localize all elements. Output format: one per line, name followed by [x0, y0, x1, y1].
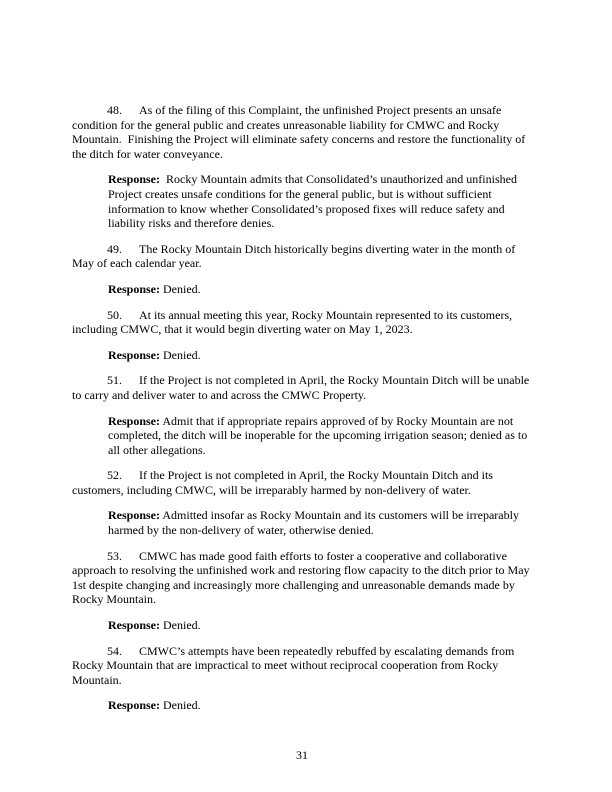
document-body — [72, 103, 540, 724]
response-paragraph-49 — [108, 282, 540, 297]
paragraph-text: The Rocky Mountain Ditch historically begins diverting water in the month of May of each calendar year. — [72, 241, 519, 271]
paragraph-text: At its annual meeting this year, Rocky Mountain represented to its customers, including CMWC, that it would begin diverting water on May 1, 2023. — [72, 307, 516, 337]
paragraph-text: CMWC has made good faith efforts to foster a cooperative and collaborative approach to resolving the unfinished work and restoring flow capacity to the ditch prior to May 1st despite changing and increasingly more challenging and unreasonable demands made by Rocky Mountain. — [72, 548, 533, 607]
response-paragraph-52 — [108, 508, 540, 537]
allegation-paragraph-48 — [72, 103, 540, 161]
paragraph-text: If the Project is not completed in April, the Rocky Mountain Ditch will be unable to carry and deliver water to and across the CMWC Property. — [72, 373, 533, 402]
response-text: Denied. — [160, 347, 201, 362]
paragraph-number: 49. — [107, 241, 122, 256]
response-text: Rocky Mountain admits that Consolidated’s unauthorized and unfinished Project creates unsafe conditions for the general public, but is without sufficient information to know whether Consolidated’s proposed fixes will reduce safety and liability risks and therefore denies. — [108, 172, 520, 231]
paragraph-text: As of the filing of this Complaint, the unfinished Project presents an unsafe condition for the general public and creates unreasonable liability for CMWC and Rocky Mountain. Finishing the Project will eliminate safety concerns and restore the functionality of the ditch for water conveyance. — [72, 103, 529, 161]
response-label: Response: — [108, 281, 161, 296]
paragraph-text: CMWC’s attempts have been repeatedly rebuffed by escalating demands from Rocky Mountain that are impractical to meet without reciprocal cooperation from Rocky Mountain. — [72, 643, 518, 687]
allegation-paragraph-54 — [72, 644, 540, 688]
response-label: Response: — [108, 618, 161, 633]
paragraph-number: 54. — [107, 643, 122, 658]
response-text: Admit that if appropriate repairs approved of by Rocky Mountain are not completed, the ditch will be inoperable for the upcoming irrigation season; denied as to all other allegations. — [108, 413, 531, 457]
allegation-paragraph-50 — [72, 308, 540, 337]
paragraph-number: 48. — [107, 103, 122, 117]
paragraph-number: 51. — [107, 373, 122, 388]
allegation-paragraph-53 — [72, 549, 540, 607]
allegation-paragraph-51 — [72, 373, 540, 402]
paragraph-number: 50. — [107, 307, 122, 322]
response-text: Admitted insofar as Rocky Mountain and its customers will be irreparably harmed by the non-delivery of water, otherwise denied. — [108, 508, 522, 538]
response-paragraph-50 — [108, 348, 540, 363]
response-paragraph-51 — [108, 414, 540, 458]
paragraph-number: 53. — [107, 548, 122, 563]
allegation-paragraph-52 — [72, 468, 540, 497]
response-paragraph-54 — [108, 698, 540, 713]
response-paragraph-48 — [108, 172, 540, 230]
paragraph-number: 52. — [107, 468, 122, 483]
response-text: Denied. — [160, 698, 201, 713]
paragraph-text: If the Project is not completed in April, the Rocky Mountain Ditch and its customers, including CMWC, will be irreparably harmed by non-delivery of water. — [72, 468, 496, 497]
page-number: 31 — [296, 748, 308, 762]
allegation-paragraph-49 — [72, 242, 540, 271]
response-label: Response: — [108, 508, 161, 523]
response-paragraph-53 — [108, 618, 540, 633]
response-label: Response: — [108, 413, 161, 428]
response-text: Denied. — [160, 618, 201, 633]
response-label: Response: — [108, 347, 161, 362]
response-label: Response: — [108, 172, 161, 187]
response-label: Response: — [108, 698, 161, 713]
response-text: Denied. — [160, 281, 201, 296]
